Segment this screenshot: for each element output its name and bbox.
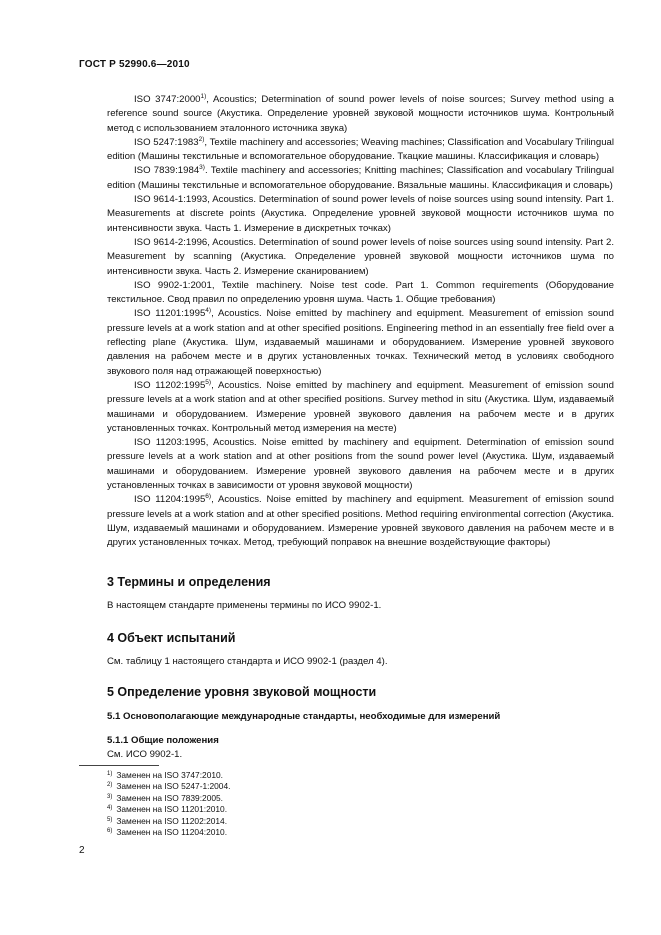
footnote-mark: 5): [107, 816, 113, 823]
section-text: См. таблицу 1 настоящего стандарта и ИСО 9902-1 (раздел 4).: [107, 656, 388, 667]
reference-item: [107, 379, 614, 436]
footnote-ref[interactable]: 1): [200, 93, 207, 100]
reference-item: [107, 193, 614, 236]
subsection-heading: 5.1 Основополагающие международные стандарты, необходимые для измерений: [107, 711, 501, 722]
reference-item: [107, 436, 614, 493]
page-header: ГОСТ Р 52990.6—2010: [79, 59, 190, 70]
footnote-text: Заменен на ISO 7839:2005.: [116, 792, 223, 803]
footnote-ref[interactable]: 5): [205, 378, 212, 386]
reference-item: [107, 493, 614, 550]
reference-item: [107, 136, 614, 165]
section-3: [107, 575, 614, 613]
reference-text: , Acoustics. Determination of sound power levels of noise sources using sound intensity. Part 2. Measurement by scanning (Акустика. Определение уровней звуковой мощности источников шума по интенсивности звука. Часть 2. Измерение сканированием): [107, 236, 614, 277]
footnote-mark: 1): [107, 771, 113, 777]
section-heading: 4 Объект испытаний: [107, 631, 236, 645]
footnote-text: Заменен на ISO 11202:2014.: [116, 815, 228, 826]
footnote-mark: 3): [107, 793, 113, 800]
footnote-ref[interactable]: 4): [205, 307, 212, 315]
footnote-mark: 6): [107, 828, 113, 835]
section-heading: 3 Термины и определения: [107, 575, 271, 589]
footnote-mark: 4): [107, 805, 113, 812]
footnote-ref[interactable]: 6): [205, 493, 212, 501]
footnotes: [107, 770, 230, 838]
section-heading: 5 Определение уровня звуковой мощности: [107, 685, 377, 699]
normative-references-list: [107, 93, 614, 551]
footnote-divider: [79, 765, 159, 766]
reference-item: [107, 236, 614, 279]
footnote: [107, 770, 230, 781]
reference-text: , Acoustics. Noise emitted by machinery and equipment. Measurement of emission sound pressure levels at a work station and at other specified positions. Engineering method in an essentially free field over a reflecting plane (Акустика. Шум, издаваемый машинами и оборудованием. Измерение уровней звукового давления на рабочем месте и в других установленных точках. Технический метод в условиях свободного звукового поля над отражающей поверхностью): [107, 308, 614, 377]
reference-id: ISO 9614-2:1996: [134, 236, 208, 248]
reference-item: [107, 93, 614, 136]
subsection-heading: 5.1.1 Общие положения: [107, 735, 219, 746]
footnote-mark: 2): [107, 782, 113, 789]
reference-text: , Textile machinery and accessories; Weaving machines; Classification and Vocabulary Trilingual edition (Машины текстильные и вспомогательное оборудование. Ткацкие машины. Классификация и словарь): [107, 136, 614, 163]
footnote-text: Заменен на ISO 5247-1:2004.: [116, 781, 231, 792]
footnote-text: Заменен на ISO 11201:2010.: [116, 804, 228, 815]
reference-text: , Acoustics; Determination of sound power levels of noise sources; Survey method using a reference sound source (Акустика. Определение уровней звуковой мощности источников шума. Контрольный метод с использованием эталонного источника звука): [107, 94, 614, 134]
footnote: [107, 816, 230, 827]
reference-id: ISO 11204:1995: [134, 494, 206, 506]
reference-text: , Textile machinery. Noise test code. Part 1. Common requirements (Оборудование текстильное. Свод правил по определению уровня шума. Часть 1. Общие требования): [107, 279, 615, 306]
section-4: [107, 631, 614, 669]
footnote: [107, 781, 230, 792]
reference-id: ISO 11202:1995: [134, 379, 206, 391]
footnote: [107, 804, 230, 815]
reference-text: . Textile machinery and accessories; Knitting machines; Classification and vocabulary Trilingual edition (Машины текстильные и вспомогательное оборудование. Вязальные машины. Классификация и словарь): [107, 165, 614, 191]
reference-id: ISO 11203:1995: [134, 437, 206, 449]
reference-text: , Acoustics. Noise emitted by machinery and equipment. Measurement of emission sound pressure levels at a work station and at other specified positions. Method requiring environmental correction (Акустика. Шум, издаваемый машинами и оборудованием. Измерение уровней звукового давления на рабочем месте и в других установленных точках. Метод, требующий поправок на внешние воздействующие факторы): [107, 494, 614, 549]
reference-item: [107, 164, 614, 193]
section-text: См. ИСО 9902-1.: [107, 749, 183, 760]
footnote: [107, 793, 230, 804]
reference-id: ISO 9614-1:1993: [134, 194, 208, 206]
page-number: 2: [79, 845, 85, 856]
reference-text: , Acoustics. Noise emitted by machinery and equipment. Determination of emission sound pressure levels at a work station and at other positions from the sound power level (Акустика. Шум, издаваемый машинами и оборудованием. Измерение уровней звукового давления на рабочем месте и в других установленных точках в зависимости от уровня звуковой мощности): [107, 437, 615, 492]
footnote-ref[interactable]: 3): [199, 164, 205, 172]
section-text: В настоящем стандарте применены термины по ИСО 9902-1.: [107, 600, 382, 611]
footnote: [107, 827, 230, 838]
reference-id: ISO 3747:2000: [134, 94, 201, 105]
reference-id: ISO 7839:1984: [134, 165, 200, 177]
reference-id: ISO 11201:1995: [134, 308, 206, 320]
reference-id: ISO 9902-1:2001: [134, 279, 212, 291]
reference-item: [107, 279, 614, 308]
footnote-text: Заменен на ISO 11204:2010.: [116, 827, 228, 838]
section-5: [107, 685, 614, 762]
reference-item: [107, 307, 614, 378]
reference-text: , Acoustics. Determination of sound power levels of noise sources using sound intensity. Part 1. Measurements at discrete points (Акустика. Определение уровней звуковой мощности источников шума по интенсивности звука. Часть 1. Измерение в дискретных точках): [107, 194, 614, 234]
footnote-ref[interactable]: 2): [198, 135, 205, 143]
footnote-text: Заменен на ISO 3747:2010.: [116, 770, 223, 780]
reference-id: ISO 5247:1983: [134, 136, 199, 148]
reference-text: , Acoustics. Noise emitted by machinery and equipment. Measurement of emission sound pressure levels at a work station and at other specified positions. Survey method in situ (Акустика. Шум, издаваемый машинами и оборудованием. Измерение уровней звукового давления на рабочем месте и в других установленных точках. Контрольный метод измерения на месте): [107, 379, 614, 434]
